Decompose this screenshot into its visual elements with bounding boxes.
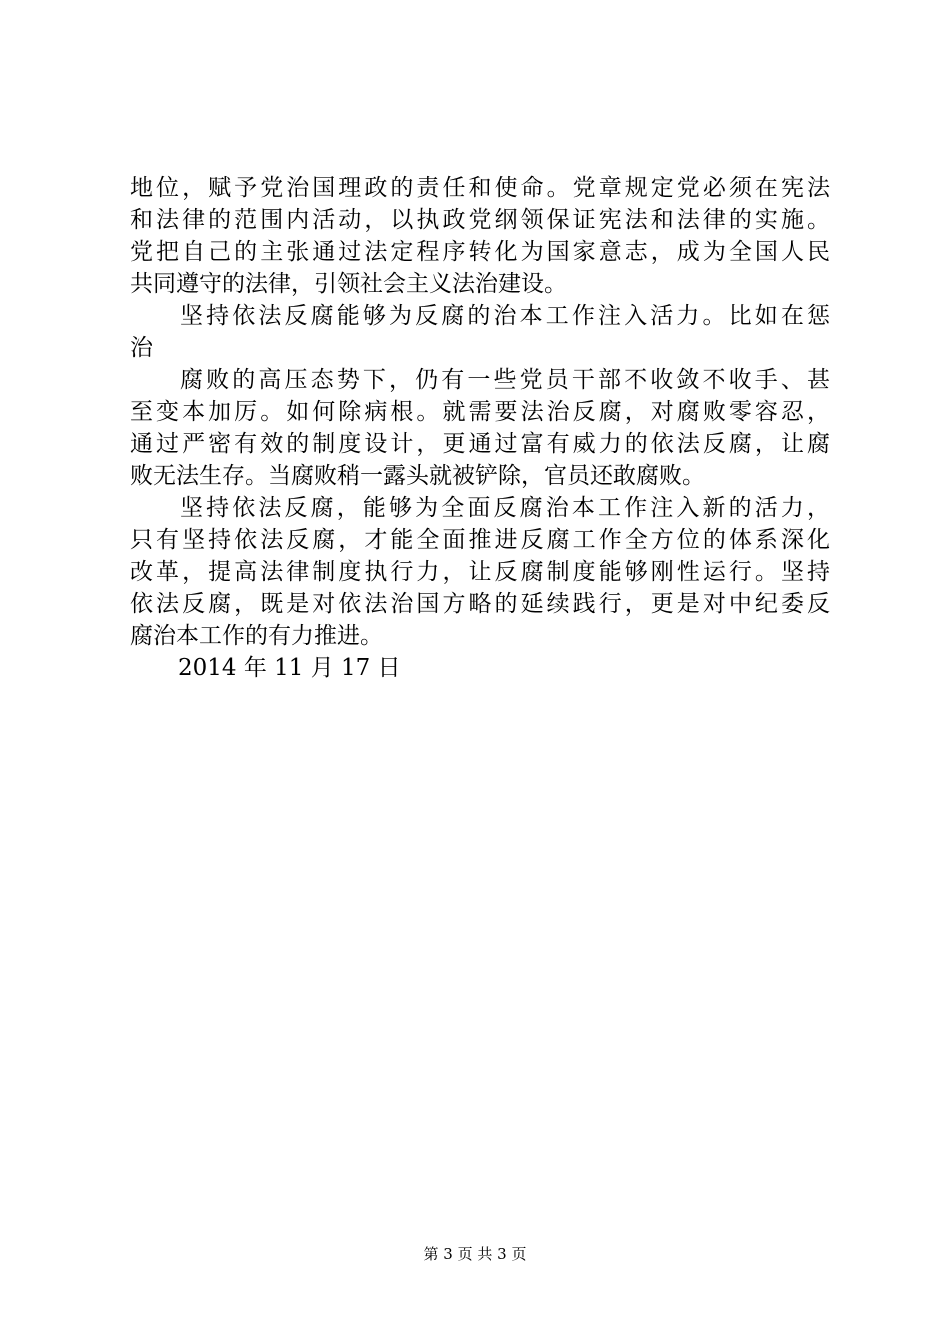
text-line: 坚持依法反腐，能够为全面反腐治本工作注入新的活力，: [180, 495, 830, 521]
paragraph: [130, 364, 830, 492]
text-line: 腐治本工作的有力推进。: [130, 623, 383, 649]
text-line: 坚持依法反腐能够为反腐的治本工作注入活力。比如在惩: [180, 303, 830, 329]
text-line: 治: [130, 335, 153, 361]
paragraph: [130, 300, 830, 364]
text-line: 败无法生存。当腐败稍一露头就被铲除，官员还敢腐败。: [130, 463, 705, 489]
text-line: 通过严密有效的制度设计，更通过富有威力的依法反腐，让腐: [130, 431, 830, 457]
text-line: 依法反腐，既是对依法治国方略的延续践行，更是对中纪委反: [130, 591, 830, 617]
text-line: 腐败的高压态势下，仍有一些党员干部不收敛不收手、甚: [180, 367, 830, 393]
page-footer: [0, 1242, 950, 1266]
text-line: 党把自己的主张通过法定程序转化为国家意志，成为全国人民: [130, 239, 830, 265]
text-line: 地位，赋予党治国理政的责任和使命。党章规定党必须在宪法: [130, 175, 830, 201]
text-line: 和法律的范围内活动，以执政党纲领保证宪法和法律的实施。: [130, 207, 830, 233]
paragraph: [130, 492, 830, 652]
text-line: 共同遵守的法律，引领社会主义法治建设。: [130, 271, 567, 297]
text-line: 改革，提高法律制度执行力，让反腐制度能够刚性运行。坚持: [130, 559, 830, 585]
page-number-label: 第 3 页 共 3 页: [423, 1245, 527, 1263]
text-line: 至变本加厉。如何除病根。就需要法治反腐，对腐败零容忍，: [130, 399, 830, 425]
document-body: [130, 172, 830, 684]
paragraph: [130, 172, 830, 300]
document-date: 2014 年 11 月 17 日: [178, 655, 401, 681]
text-line: 只有坚持依法反腐，才能全面推进反腐工作全方位的体系深化: [130, 527, 830, 553]
